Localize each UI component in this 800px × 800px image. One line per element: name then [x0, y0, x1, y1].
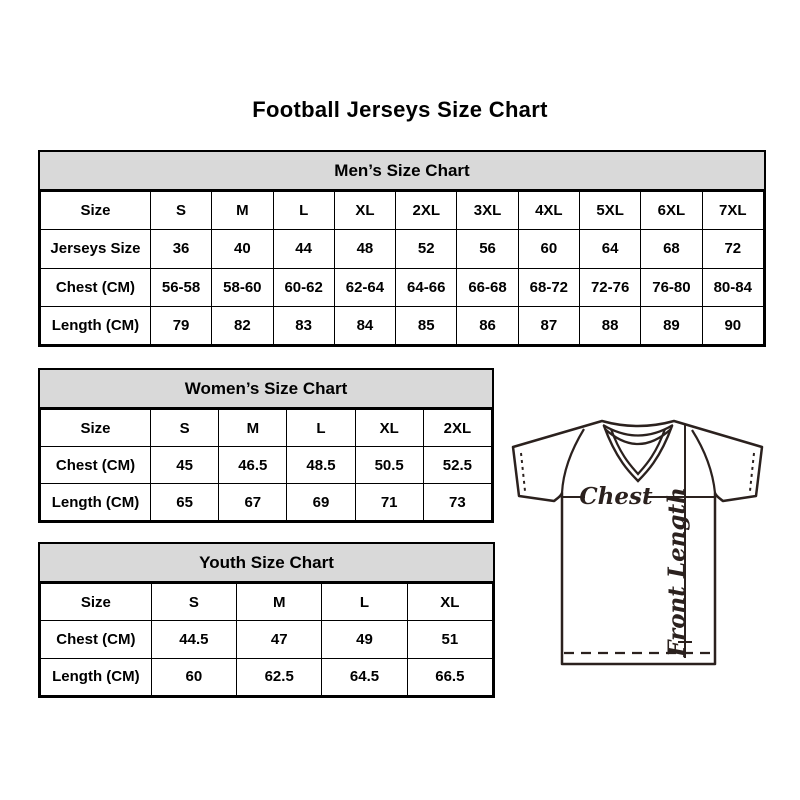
table-row: [41, 658, 493, 695]
value-cell: XL: [334, 192, 395, 230]
table-row: [41, 410, 492, 447]
value-cell: M: [219, 410, 287, 447]
left-cuff-stitch-dashed: [521, 453, 525, 491]
table-row: [41, 584, 493, 621]
value-cell: M: [212, 192, 273, 230]
value-cell: L: [322, 584, 407, 621]
value-cell: 3XL: [457, 192, 518, 230]
jersey-measurement-diagram: [500, 405, 790, 705]
value-cell: 69: [287, 484, 355, 521]
value-cell: 88: [579, 306, 640, 344]
page-title: Football Jerseys Size Chart: [252, 97, 548, 122]
value-cell: 66.5: [407, 658, 492, 695]
value-cell: 67: [219, 484, 287, 521]
mens-size-table: [38, 150, 766, 347]
value-cell: 64: [579, 230, 640, 268]
value-cell: S: [151, 410, 219, 447]
mens-table-grid: [40, 191, 764, 345]
value-cell: 84: [334, 306, 395, 344]
row-label-cell: Jerseys Size: [41, 230, 151, 268]
youth-table-grid: [40, 583, 493, 696]
youth-table-title: Youth Size Chart: [40, 544, 493, 583]
value-cell: 40: [212, 230, 273, 268]
front-length-label: Front Length: [663, 487, 691, 657]
value-cell: 85: [396, 306, 457, 344]
value-cell: 44: [273, 230, 334, 268]
value-cell: 52: [396, 230, 457, 268]
value-cell: 50.5: [355, 447, 423, 484]
value-cell: 36: [150, 230, 211, 268]
value-cell: 48: [334, 230, 395, 268]
row-label-cell: Length (CM): [41, 658, 152, 695]
value-cell: 72: [702, 230, 763, 268]
value-cell: 2XL: [423, 410, 491, 447]
value-cell: 62-64: [334, 268, 395, 306]
value-cell: 68: [641, 230, 702, 268]
value-cell: 89: [641, 306, 702, 344]
value-cell: 7XL: [702, 192, 763, 230]
value-cell: 60: [151, 658, 236, 695]
value-cell: 83: [273, 306, 334, 344]
value-cell: 52.5: [423, 447, 491, 484]
value-cell: 49: [322, 621, 407, 658]
table-row: [41, 306, 764, 344]
value-cell: 66-68: [457, 268, 518, 306]
value-cell: 56-58: [150, 268, 211, 306]
value-cell: 82: [212, 306, 273, 344]
value-cell: 2XL: [396, 192, 457, 230]
value-cell: 90: [702, 306, 763, 344]
mens-table-title: Men’s Size Chart: [40, 152, 764, 191]
womens-table-title: Women’s Size Chart: [40, 370, 492, 409]
row-label-cell: Length (CM): [41, 306, 151, 344]
jersey-outline: [513, 421, 762, 664]
row-label-cell: Size: [41, 192, 151, 230]
value-cell: 45: [151, 447, 219, 484]
value-cell: 47: [237, 621, 322, 658]
row-label-cell: Chest (CM): [41, 268, 151, 306]
value-cell: 86: [457, 306, 518, 344]
row-label-cell: Length (CM): [41, 484, 151, 521]
row-label-cell: Size: [41, 584, 152, 621]
right-sleeve-seam: [692, 430, 715, 493]
row-label-cell: Size: [41, 410, 151, 447]
value-cell: 62.5: [237, 658, 322, 695]
value-cell: 65: [151, 484, 219, 521]
value-cell: 60-62: [273, 268, 334, 306]
value-cell: 73: [423, 484, 491, 521]
value-cell: 71: [355, 484, 423, 521]
value-cell: 6XL: [641, 192, 702, 230]
table-row: [41, 447, 492, 484]
value-cell: 76-80: [641, 268, 702, 306]
value-cell: 44.5: [151, 621, 236, 658]
value-cell: 48.5: [287, 447, 355, 484]
value-cell: M: [237, 584, 322, 621]
youth-size-table: [38, 542, 495, 698]
value-cell: 56: [457, 230, 518, 268]
table-row: [41, 268, 764, 306]
value-cell: 87: [518, 306, 579, 344]
value-cell: 80-84: [702, 268, 763, 306]
value-cell: 64-66: [396, 268, 457, 306]
value-cell: 5XL: [579, 192, 640, 230]
table-row: [41, 484, 492, 521]
value-cell: 60: [518, 230, 579, 268]
value-cell: XL: [355, 410, 423, 447]
value-cell: L: [287, 410, 355, 447]
value-cell: L: [273, 192, 334, 230]
table-row: [41, 230, 764, 268]
value-cell: XL: [407, 584, 492, 621]
chest-label: Chest: [579, 483, 653, 510]
value-cell: 68-72: [518, 268, 579, 306]
value-cell: 79: [150, 306, 211, 344]
value-cell: 4XL: [518, 192, 579, 230]
value-cell: S: [150, 192, 211, 230]
row-label-cell: Chest (CM): [41, 447, 151, 484]
value-cell: S: [151, 584, 236, 621]
value-cell: 51: [407, 621, 492, 658]
row-label-cell: Chest (CM): [41, 621, 152, 658]
table-row: [41, 192, 764, 230]
value-cell: 58-60: [212, 268, 273, 306]
table-row: [41, 621, 493, 658]
womens-size-table: [38, 368, 494, 523]
value-cell: 46.5: [219, 447, 287, 484]
value-cell: 72-76: [579, 268, 640, 306]
value-cell: 64.5: [322, 658, 407, 695]
womens-table-grid: [40, 409, 492, 521]
right-cuff-stitch-dashed: [750, 453, 754, 491]
